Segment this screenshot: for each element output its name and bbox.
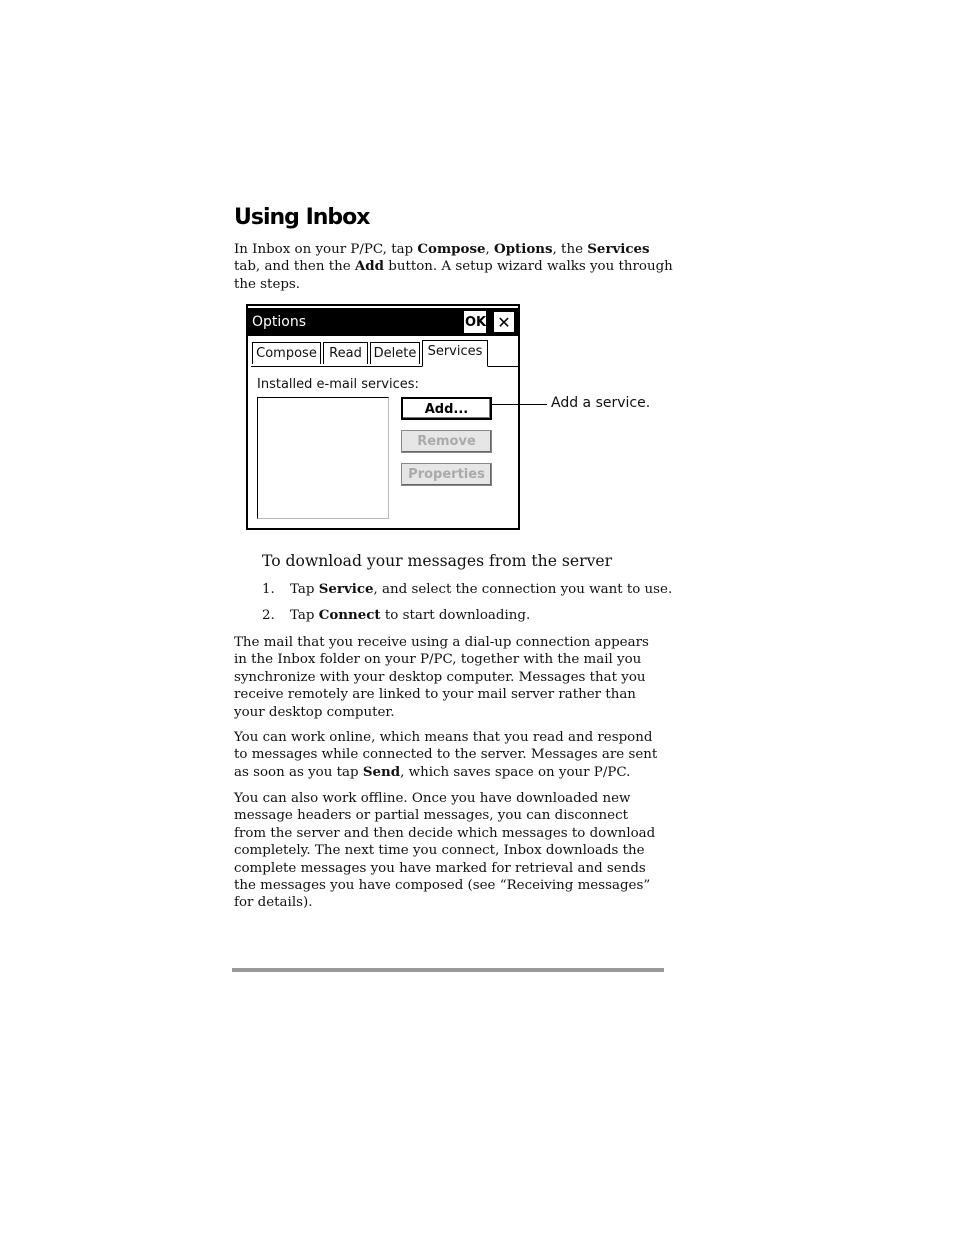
step-2: 2. Tap Connect to start downloading.: [262, 607, 531, 623]
properties-button[interactable]: Properties: [401, 463, 492, 486]
tab-compose[interactable]: Compose: [252, 342, 321, 364]
tab-read[interactable]: Read: [323, 342, 368, 364]
dialog-title: Options: [252, 314, 307, 330]
installed-services-label: Installed e-mail services:: [257, 377, 419, 392]
step-1: 1. Tap Service, and select the connection you want to use.: [262, 581, 673, 597]
tab-delete[interactable]: Delete: [370, 342, 420, 364]
remove-button[interactable]: Remove: [401, 430, 492, 453]
paragraph-offline: You can also work offline. Once you have downloaded new message headers or partial messages, you can disconnect from the server and then decide which messages to download completely. The next time you connect, Inbox downloads the complete messages you have marked for retrieval and sends the messages you have composed (see “Receiving messages” for details).: [234, 791, 656, 911]
add-button[interactable]: Add...: [401, 397, 492, 420]
dialog-titlebar: [248, 308, 518, 336]
services-listbox[interactable]: [257, 397, 389, 519]
close-icon[interactable]: ✕: [493, 311, 515, 333]
paragraph-online: You can work online, which means that you read and respond to messages while connected to the server. Messages are sent as soon as you tap Send, which saves space on your P/PC.: [234, 730, 658, 780]
tab-services[interactable]: Services: [422, 340, 488, 367]
ok-button[interactable]: OK: [464, 311, 486, 333]
intro-paragraph: In Inbox on your P/PC, tap Compose, Options, the Services tab, and then the Add button. A setup wizard walks you through the steps.: [234, 241, 673, 292]
page-title: Using Inbox: [234, 205, 370, 230]
procedure-title: To download your messages from the server: [262, 552, 613, 570]
paragraph-dialup: The mail that you receive using a dial-up connection appears in the Inbox folder on your P/PC, together with the mail you synchronize with your desktop computer. Messages that you receive remotely are linked to your mail server rather than your desktop computer.: [234, 635, 649, 720]
callout-add-service: Add a service.: [551, 395, 651, 411]
footer-rule: [232, 968, 664, 972]
options-dialog-screenshot: [246, 304, 520, 530]
dialog-tabs: [251, 340, 519, 367]
callout-leader-line: [491, 404, 547, 405]
